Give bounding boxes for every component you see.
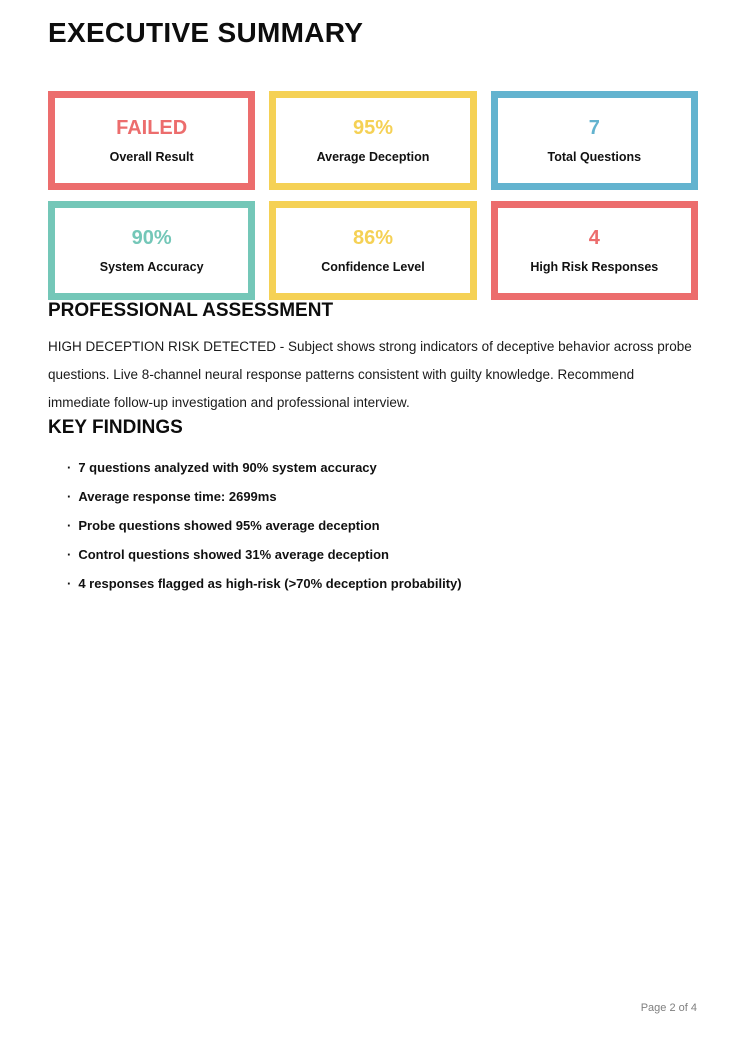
findings-section-heading: KEY FINDINGS xyxy=(48,417,183,438)
finding-text: 4 responses flagged as high-risk (>70% deception probability) xyxy=(78,576,462,591)
list-item xyxy=(67,453,698,482)
list-item xyxy=(67,482,698,511)
stat-card xyxy=(269,91,476,190)
stat-value: 4 xyxy=(588,227,600,249)
assessment-paragraph: HIGH DECEPTION RISK DETECTED - Subject shows strong indicators of deceptive behavior across probe questions. Live 8-channel neural response patterns consistent with guilty knowledge. Recommend immediate follow-up investigation and professional interview. xyxy=(48,339,692,410)
stat-card xyxy=(269,201,476,300)
stat-value: FAILED xyxy=(116,117,188,139)
stat-card xyxy=(491,91,698,190)
stat-label: High Risk Responses xyxy=(530,260,659,274)
key-findings-list xyxy=(48,453,698,598)
finding-text: Average response time: 2699ms xyxy=(78,489,277,504)
stat-label: Confidence Level xyxy=(321,260,425,274)
stat-value: 90% xyxy=(131,227,172,249)
stat-value: 95% xyxy=(352,117,393,139)
bullet-icon: · xyxy=(67,489,72,504)
finding-text: Probe questions showed 95% average deception xyxy=(78,518,380,533)
stat-label: Total Questions xyxy=(547,150,642,164)
list-item xyxy=(67,569,698,598)
list-item xyxy=(67,511,698,540)
stat-value: 7 xyxy=(588,117,600,139)
bullet-icon: · xyxy=(67,547,72,562)
stat-card xyxy=(48,201,255,300)
stat-value: 86% xyxy=(352,227,393,249)
summary-cards-grid xyxy=(48,91,698,300)
stat-card xyxy=(48,91,255,190)
page-number: Page 2 of 4 xyxy=(640,1002,697,1014)
list-item xyxy=(67,540,698,569)
bullet-icon: · xyxy=(67,460,72,475)
finding-text: 7 questions analyzed with 90% system accuracy xyxy=(78,460,377,475)
assessment-section-heading: PROFESSIONAL ASSESSMENT xyxy=(48,300,334,321)
stat-card xyxy=(491,201,698,300)
bullet-icon: · xyxy=(67,576,72,591)
bullet-icon: · xyxy=(67,518,72,533)
finding-text: Control questions showed 31% average deception xyxy=(78,547,389,562)
page-title: EXECUTIVE SUMMARY xyxy=(48,17,364,48)
stat-label: Average Deception xyxy=(316,150,430,164)
stat-label: System Accuracy xyxy=(99,260,204,274)
stat-label: Overall Result xyxy=(109,150,194,164)
